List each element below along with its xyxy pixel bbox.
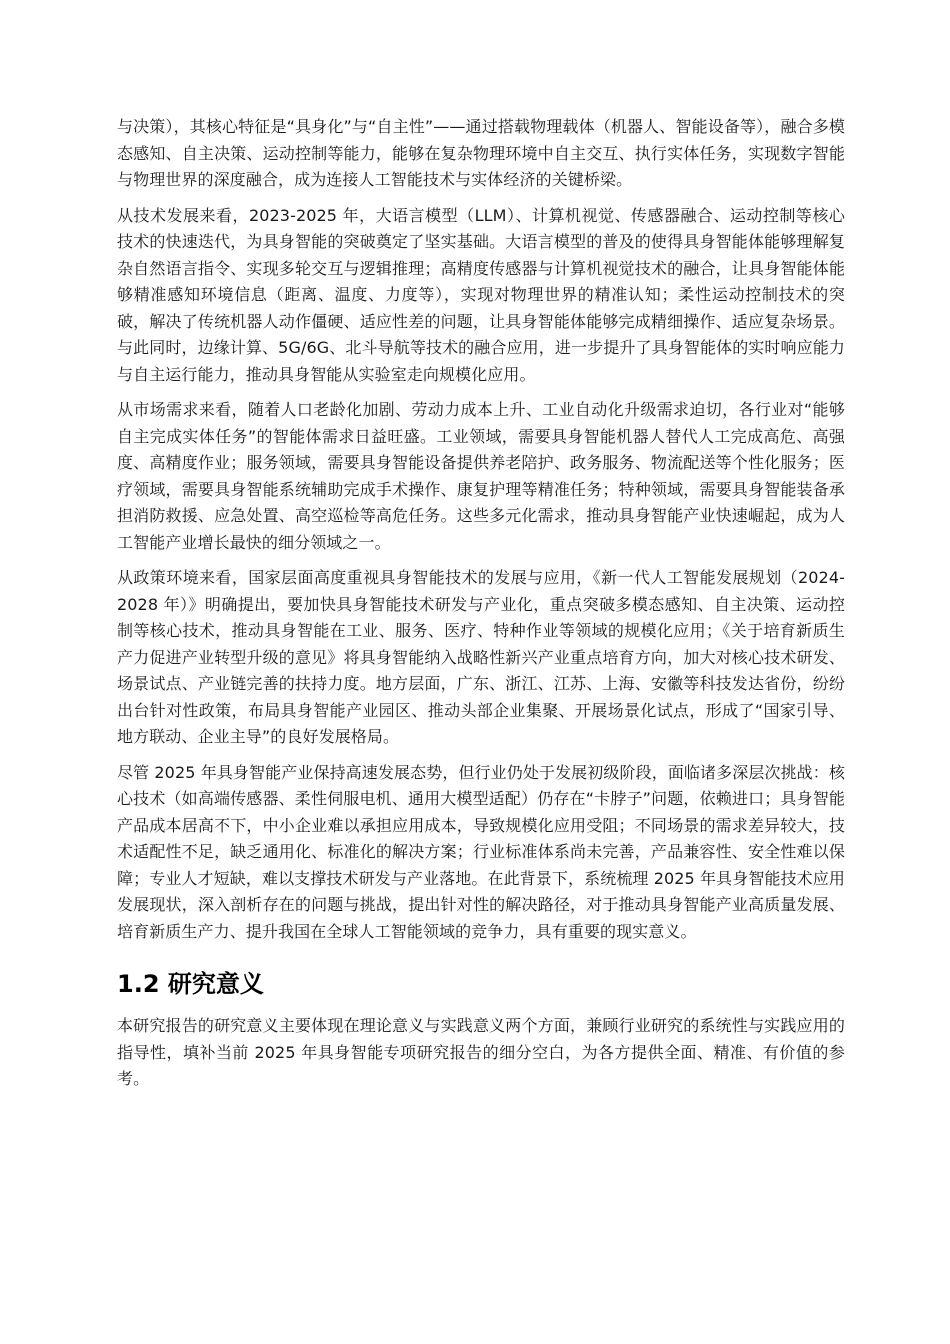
paragraph-technology: 从技术发展来看，2023-2025 年，大语言模型（LLM）、计算机视觉、传感器融合、运动控制等核心技术的快速迭代，为具身智能的突破奠定了坚实基础。大语言模型的普及的使得具身智能体能够理解复杂自然语言指令、实现多轮交互与逻辑推理；高精度传感器与计算机视觉技术的融合，让具身智能体能够精准感知环境信息（距离、温度、力度等），实现对物理世界的精准认知；柔性运动控制技术的突破，解决了传统机器人动作僵硬、适应性差的问题，让具身智能体能够完成精细操作、适应复杂场景。与此同时，边缘计算、5G/6G、北斗导航等技术的融合应用，进一步提升了具身智能体的实时响应能力与自主运行能力，推动具身智能从实验室走向规模化应用。 [117,205,845,384]
document-page [117,114,845,1102]
paragraph-definition: 与决策），其核心特征是“具身化”与“自主性”——通过搭载物理载体（机器人、智能设备等），融合多模态感知、自主决策、运动控制等能力，能够在复杂物理环境中自主交互、执行实体任务，实现数字智能与物理世界的深度融合，成为连接人工智能技术与实体经济的关键桥梁。 [117,117,845,189]
paragraph-challenges: 尽管 2025 年具身智能产业保持高速发展态势，但行业仍处于发展初级阶段，面临诸多深层次挑战：核心技术（如高端传感器、柔性伺服电机、通用大模型适配）仍存在“卡脖子”问题，依赖进口；具身智能产品成本居高不下，中小企业难以承担应用成本，导致规模化应用受阻；不同场景的需求差异较大，技术适配性不足，缺乏通用化、标准化的解决方案；行业标准体系尚未完善，产品兼容性、安全性难以保障；专业人才短缺，难以支撑技术研发与产业落地。在此背景下，系统梳理 2025 年具身智能技术应用发展现状，深入剖析存在的问题与挑战，提出针对性的解决路径，对于推动具身智能产业高质量发展、培育新质生产力、提升我国在全球人工智能领域的竞争力，具有重要的现实意义。 [117,762,845,941]
paragraph-market: 从市场需求来看，随着人口老龄化加剧、劳动力成本上升、工业自动化升级需求迫切，各行业对“能够自主完成实体任务”的智能体需求日益旺盛。工业领域，需要具身智能机器人替代人工完成高危、高强度、高精度作业；服务领域，需要具身智能设备提供养老陪护、政务服务、物流配送等个性化服务；医疗领域，需要具身智能系统辅助完成手术操作、康复护理等精准任务；特种领域，需要具身智能装备承担消防救援、应急处置、高空巡检等高危任务。这些多元化需求，推动具身智能产业快速崛起，成为人工智能产业增长最快的细分领域之一。 [117,400,845,552]
paragraph-policy: 从政策环境来看，国家层面高度重视具身智能技术的发展与应用，《新一代人工智能发展规划（2024-2028 年）》明确提出，要加快具身智能技术研发与产业化，重点突破多模态感知、自主决策、运动控制等核心技术，推动具身智能在工业、服务、医疗、特种作业等领域的规模化应用；《关于培育新质生产力促进产业转型升级的意见》将具身智能纳入战略性新兴产业重点培育方向，加大对核心技术研发、场景试点、产业链完善的扶持力度。地方层面，广东、浙江、江苏、上海、安徽等科技发达省份，纷纷出台针对性政策，布局具身智能产业园区、推动头部企业集聚、开展场景化试点，形成了“国家引导、地方联动、企业主导”的良好发展格局。 [117,568,845,746]
section-heading: 1.2 研究意义 [117,970,264,998]
paragraph-significance: 本研究报告的研究意义主要体现在理论意义与实践意义两个方面，兼顾行业研究的系统性与实践应用的指导性，填补当前 2025 年具身智能专项研究报告的细分空白，为各方提供全面、精准、有价值的参考。 [117,1016,845,1088]
